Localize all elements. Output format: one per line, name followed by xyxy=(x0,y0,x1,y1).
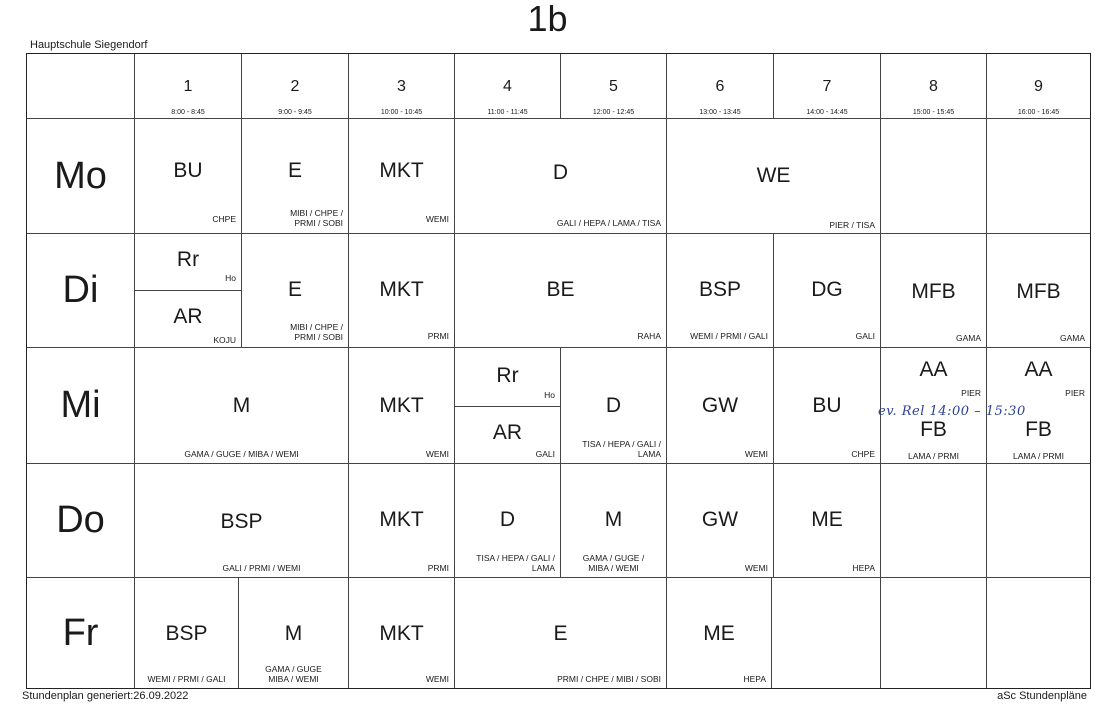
subject: MKT xyxy=(379,159,424,182)
subject: MKT xyxy=(379,278,424,301)
teacher: PIER xyxy=(1065,388,1085,398)
subject: DG xyxy=(811,278,843,301)
subject: E xyxy=(553,622,568,645)
subject: BSP xyxy=(165,622,208,645)
period-number: 8 xyxy=(929,78,938,95)
timetable xyxy=(26,53,1091,689)
teacher: KOJU xyxy=(213,335,236,345)
empty-cell xyxy=(987,119,1090,234)
teacher: HEPA xyxy=(852,563,875,573)
period-time: 15:00 - 15:45 xyxy=(912,109,955,116)
teacher: PIER xyxy=(961,388,981,398)
teacher: MIBI / CHPE / PRMI / SOBI xyxy=(290,322,343,342)
lesson-cell xyxy=(561,348,667,464)
lesson-cell xyxy=(667,464,774,578)
teacher: WEMI xyxy=(425,449,449,459)
teacher: MIBI / CHPE / PRMI / SOBI xyxy=(290,208,343,228)
teacher: GALI / PRMI / WEMI xyxy=(222,563,301,573)
lesson-cell xyxy=(667,578,772,688)
subject: AA xyxy=(1024,358,1053,381)
lesson-cell xyxy=(667,234,774,348)
period-time: 10:00 - 10:45 xyxy=(380,109,423,116)
subject: WE xyxy=(756,164,791,187)
lesson-cell xyxy=(455,578,667,688)
subject: MKT xyxy=(379,394,424,417)
teacher: GALI xyxy=(855,331,875,341)
lesson-cell xyxy=(242,119,349,234)
lesson-cell xyxy=(561,464,667,578)
teacher: CHPE xyxy=(212,214,236,224)
subject: FB xyxy=(1025,418,1052,441)
lesson-cell xyxy=(774,348,881,464)
teacher: PRMI xyxy=(427,563,449,573)
generated-date: Stundenplan generiert:26.09.2022 xyxy=(22,690,189,702)
subject: BU xyxy=(173,159,203,182)
subject: ME xyxy=(811,508,843,531)
subject: BSP xyxy=(220,510,263,533)
subject: D xyxy=(499,508,516,531)
lesson-cell xyxy=(349,464,455,578)
teacher: GAMA / GUGE MIBA / WEMI xyxy=(265,664,322,684)
period-header xyxy=(455,54,561,119)
lesson-cell xyxy=(242,234,349,348)
empty-cell xyxy=(987,578,1090,688)
period-time: 9:00 - 9:45 xyxy=(278,109,312,116)
day-label-mi: Mi xyxy=(27,348,135,464)
teacher: Ho xyxy=(544,390,555,400)
subject: MFB xyxy=(1016,280,1061,303)
subject: MFB xyxy=(911,280,956,303)
period-number: 4 xyxy=(503,78,512,95)
subject: MKT xyxy=(379,622,424,645)
footer-brand: aSc Stundenpläne xyxy=(997,690,1087,702)
teacher: WEMI / PRMI / GALI xyxy=(690,331,768,341)
lesson-cell xyxy=(135,578,239,688)
corner-cell xyxy=(27,54,135,119)
teacher: WEMI xyxy=(744,449,768,459)
subject: Rr xyxy=(176,248,200,271)
lesson-cell xyxy=(135,234,242,291)
period-time: 11:00 - 11:45 xyxy=(487,109,528,116)
subject: ME xyxy=(703,622,735,645)
teacher: HEPA xyxy=(743,674,766,684)
lesson-cell xyxy=(774,464,881,578)
lesson-cell xyxy=(135,119,242,234)
subject: BU xyxy=(812,394,842,417)
teacher: LAMA / PRMI xyxy=(1012,451,1064,461)
lesson-cell xyxy=(455,119,667,234)
subject: AR xyxy=(492,421,523,444)
teacher: CHPE xyxy=(851,449,875,459)
day-label-fr: Fr xyxy=(27,578,135,688)
school-name: Hauptschule Siegendorf xyxy=(30,39,148,51)
lesson-cell xyxy=(881,234,987,348)
teacher: TISA / HEPA / GALI / LAMA xyxy=(582,439,661,459)
period-number: 3 xyxy=(397,78,406,95)
subject: M xyxy=(232,394,251,417)
period-header xyxy=(242,54,349,119)
lesson-cell xyxy=(349,348,455,464)
teacher: PRMI / CHPE / MIBI / SOBI xyxy=(557,674,661,684)
page-title: 1b xyxy=(527,0,568,39)
lesson-cell xyxy=(455,234,667,348)
handwritten-note: ev. Rel 14:00 – 15:30 xyxy=(878,404,1026,419)
lesson-cell xyxy=(455,464,561,578)
lesson-cell xyxy=(455,407,561,464)
subject: E xyxy=(287,278,302,301)
lesson-cell xyxy=(667,348,774,464)
day-label-di: Di xyxy=(27,234,135,348)
day-label-do: Do xyxy=(27,464,135,578)
subject: GW xyxy=(701,508,739,531)
lesson-cell xyxy=(349,578,455,688)
teacher: WEMI xyxy=(425,214,449,224)
subject: GW xyxy=(701,394,739,417)
teacher: GAMA xyxy=(1059,333,1085,343)
period-number: 1 xyxy=(183,78,193,95)
subject: FB xyxy=(920,418,947,441)
subject: AR xyxy=(173,305,203,328)
teacher: GALI / HEPA / LAMA / TISA xyxy=(556,218,661,228)
teacher: WEMI / PRMI / GALI xyxy=(147,674,226,684)
period-number: 7 xyxy=(822,78,832,95)
period-header xyxy=(987,54,1090,119)
teacher: TISA / HEPA / GALI / LAMA xyxy=(476,553,555,573)
teacher: RAHA xyxy=(637,331,661,341)
lesson-cell xyxy=(135,348,349,464)
period-header xyxy=(774,54,881,119)
teacher: GAMA / GUGE / MIBA / WEMI xyxy=(582,553,645,573)
subject: D xyxy=(552,161,569,184)
lesson-cell xyxy=(239,578,349,688)
lesson-cell xyxy=(349,119,455,234)
teacher: LAMA / PRMI xyxy=(907,451,959,461)
empty-cell xyxy=(987,464,1090,578)
teacher: WEMI xyxy=(425,674,449,684)
day-label-mo: Mo xyxy=(27,119,135,234)
period-time: 14:00 - 14:45 xyxy=(806,109,848,116)
teacher: GAMA / GUGE / MIBA / WEMI xyxy=(184,449,299,459)
period-number: 5 xyxy=(609,78,618,95)
teacher: Ho xyxy=(225,273,236,283)
subject: M xyxy=(604,508,623,531)
period-header xyxy=(561,54,667,119)
period-header xyxy=(881,54,987,119)
period-header xyxy=(349,54,455,119)
subject: D xyxy=(605,394,622,417)
period-number: 2 xyxy=(290,78,300,95)
period-time: 13:00 - 13:45 xyxy=(699,109,741,116)
subject: AA xyxy=(919,358,948,381)
period-time: 16:00 - 16:45 xyxy=(1017,109,1060,116)
lesson-cell xyxy=(349,234,455,348)
subject: BE xyxy=(546,278,575,301)
period-header xyxy=(667,54,774,119)
lesson-cell xyxy=(455,348,561,407)
subject: MKT xyxy=(379,508,424,531)
period-time: 12:00 - 12:45 xyxy=(592,109,635,116)
lesson-cell xyxy=(135,291,242,348)
lesson-cell xyxy=(667,119,881,234)
empty-cell xyxy=(881,119,987,234)
period-number: 9 xyxy=(1034,78,1043,95)
empty-cell xyxy=(772,578,881,688)
period-time: 8:00 - 8:45 xyxy=(171,109,205,116)
period-number: 6 xyxy=(715,78,725,95)
empty-cell xyxy=(881,464,987,578)
lesson-cell xyxy=(774,234,881,348)
teacher: PIER / TISA xyxy=(829,220,875,230)
subject: M xyxy=(284,622,303,645)
subject: Rr xyxy=(496,364,519,387)
subject: BSP xyxy=(698,278,742,301)
teacher: GALI xyxy=(535,449,555,459)
period-header xyxy=(135,54,242,119)
teacher: PRMI xyxy=(427,331,449,341)
subject: E xyxy=(287,159,302,182)
teacher: GAMA xyxy=(955,333,981,343)
lesson-cell xyxy=(135,464,349,578)
teacher: WEMI xyxy=(744,563,768,573)
empty-cell xyxy=(881,578,987,688)
lesson-cell xyxy=(987,234,1090,348)
